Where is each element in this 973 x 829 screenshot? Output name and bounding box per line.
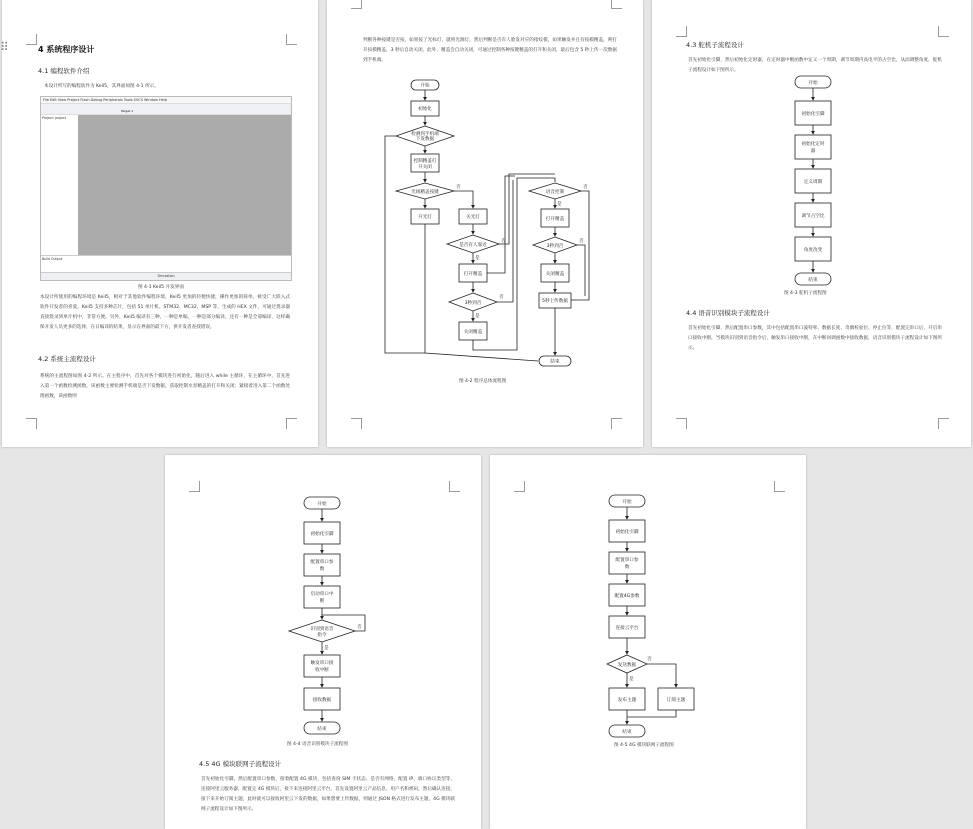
subsection-heading: 4.2 系统主流程设计 — [38, 355, 96, 363]
keil-status-bar: Simulation — [41, 272, 291, 280]
paragraph: 本设计所使用的编程环境是 Keil5，相对于其他软件编程环境，Keil5 更加的轻便快捷，操作更加的简单，被受广大嵌入式软件开发者的喜爱。Keil5 支持多种芯片，包括 51 单片机、STM32、MC32、MSP 等，生成的 HEX 文件，可通过烧录器直接烧录到单片机中，非常方便。另外，Keil5 编译有三种，一种是单编，一种是部分编译，还有一种是全部编译，这样确保开发人员更多的选择，在日编译的结果，显示在界面的最下方，供开发者查找错误。 — [40, 295, 290, 330]
flow-branch-yes: 是 — [557, 202, 562, 207]
document-page-2 — [327, 0, 643, 447]
document-page-1 — [2, 0, 318, 447]
flow-voice-close-lid-label: 关闭精盖 — [545, 272, 565, 277]
flow-init-timer-label: 初始化定时 — [801, 142, 825, 147]
flow-config-uart-label: 配置串口参 — [615, 558, 639, 563]
keil-build-output — [41, 255, 291, 272]
flow-decision-voice-label: 语音控制 — [545, 190, 565, 195]
flow-branch-no: 否 — [456, 185, 461, 190]
flow-branch-no: 否 — [579, 239, 584, 244]
flow-branch-no: 否 — [647, 657, 652, 662]
crop-mark — [286, 34, 297, 45]
flow-ctrl-lid-label: 控制精盖打 — [413, 159, 437, 164]
flow-branch-no: 否 — [501, 239, 506, 244]
flow-config-uart-label: 数 — [319, 567, 325, 572]
document-page-3 — [652, 0, 971, 447]
figure-caption: 图 4-1 Keil5 开发界面 — [138, 285, 184, 290]
flow-start-label: 开始 — [420, 83, 430, 89]
servo-flowchart — [652, 0, 971, 447]
flow-angle-change-label: 角度改变 — [803, 248, 823, 253]
flow-upload-label: 5秒上传数据 — [542, 299, 568, 304]
flow-receive-data-label: 接收数据 — [312, 698, 332, 703]
flow-end-label: 结束 — [808, 278, 818, 283]
crop-mark — [26, 418, 37, 429]
flow-start-interrupt — [304, 586, 340, 608]
keil-editor-area — [78, 115, 291, 258]
flow-config-uart-label: 配置串口参 — [310, 560, 334, 565]
flow-define-period-label: 定义周期 — [803, 180, 823, 185]
paragraph: 本设计所写的编程软件为 Keil5，其界面如图 4-1 所示。 — [44, 84, 159, 89]
flow-decision-send-label: 发送数据 — [617, 663, 637, 668]
flow-close-lid-label: 关闭精盖 — [463, 330, 483, 335]
subsection-heading: 4.5 4G 模块联网子流程设计 — [199, 760, 282, 768]
paragraph: 首先初始化引脚，然后配置串口参数，接着配置 4G 模块，包括查询 SIM 卡状态、是否有网络，配置 IP、端口协议类型等，连接阿里云服务器，配置完 4G 模块后，接下来连接阿里云平台，首先设置阿里云产品信息，用户名和密码，然后确认连接，接下来开始订阅主题，此时就可以接收阿里云下发的数据，如果想要上传数据，则通过 JSON 格式进行发布主题，4G 模块联网子流程设计如下图所示。 — [201, 777, 455, 812]
flow-init-timer-label: 器 — [810, 149, 816, 154]
keil-menu-bar: File Edit View Project Flash Debug Peripherals Tools SVCS Window Help — [41, 97, 291, 104]
flow-trigger-rx — [304, 655, 340, 677]
flow-decision-voice-label: 识别到语音 — [310, 627, 334, 632]
figure-caption: 图 4-5 4G 模块联网子流程图 — [614, 743, 674, 748]
flow-trigger-rx-label: 收中断 — [315, 668, 329, 673]
voice-flowchart — [165, 455, 481, 829]
flow-init-pins-label: 初始化引脚 — [801, 112, 825, 117]
flow-subscribe-label: 订阅主题 — [666, 698, 686, 703]
flow-decision-3s-label: 3秒到否 — [464, 301, 482, 306]
subsection-heading: 4.4 语音识别模块子流程设计 — [686, 309, 770, 317]
flow-start-label: 开始 — [317, 502, 327, 507]
flow-decision-cmd-label: 下发数据 — [415, 137, 435, 142]
flow-open-light-label: 开光灯 — [418, 215, 432, 220]
flow-voice-open-lid-label: 打开精盖 — [545, 217, 565, 222]
paragraph: 首先初始化引脚，然后配置串口参数，其中包括配置串口波特率、数据长度、奇偶校验位、停止位等，配置完串口后，开启串口接收中断，当模块识别到语音指令后，触发串口接收中断，在中断回调函数中接收数据，语音识别模块子流程设计如下图所示。 — [688, 326, 942, 351]
flow-end-label: 结束 — [550, 359, 560, 365]
flow-config-4g-label: 配置4G参数 — [614, 594, 640, 599]
flow-decision-voice-3s-label: 3秒到否 — [546, 244, 564, 249]
section-heading: 4 系统程序设计 — [38, 45, 95, 54]
paragraph: 判断各种按键是否按，如果按了光标灯，就将光源灯，然后判断是否有人脸发对应的指纹模，如果触发并且有按模精盖，则打开按模精盖，3 秒后自动关闭，此外，精盖会自动关闭，可通过控制各种按键精盖的打开和关闭，最后包含 5 秒上传一次数据到手机端。 — [363, 38, 617, 63]
flow-branch-yes: 是 — [475, 314, 480, 319]
flow-duty-cycle-label: 调节占空比 — [801, 214, 825, 219]
keil-target: Target 1 — [121, 109, 134, 113]
flow-config-uart-label: 数 — [624, 565, 630, 570]
flow-start-label: 开始 — [622, 500, 632, 505]
flow-start-label: 开始 — [808, 81, 818, 86]
subsection-heading: 4.3 舵机子流程设计 — [686, 41, 744, 49]
flow-branch-no: 否 — [357, 625, 362, 630]
flow-branch-no: 否 — [583, 185, 588, 190]
4g-flowchart — [490, 455, 806, 829]
flow-decision-someone-label: 是否有人靠近 — [459, 243, 487, 248]
figure-caption: 图 4-2 程序总体流程图 — [459, 379, 507, 384]
crop-mark — [286, 418, 297, 429]
keil-project-tree: Project: project — [42, 116, 67, 120]
flow-init-timer — [795, 135, 831, 159]
flow-branch-no: 否 — [499, 295, 504, 300]
flow-branch-yes: 是 — [475, 256, 480, 261]
flow-ctrl-lid-label: 开关闭 — [418, 165, 432, 170]
flow-start-interrupt-label: 断 — [319, 599, 325, 604]
flow-connect-cloud-label: 连接云平台 — [615, 626, 639, 631]
paragraph: 系统的主流程图如图 4-2 所示。在主程序中，首先对各个模块进行初始化，随后进入 while 主循环，在主循环中，首先进入第一个函数检测函数，该函数主要检测手机端是否下发数据，获取控制水泵精盖的打开和关闭；紧接着进入第二个函数处理函数，该函数则 — [40, 374, 290, 399]
flow-end-label: 结束 — [317, 727, 327, 732]
flow-decision-cmd-label: 检测到手机端 — [411, 132, 439, 137]
flow-decision-voice-label: 指令 — [317, 633, 327, 638]
crop-mark — [26, 34, 37, 45]
subsection-heading: 4.1 编程软件介绍 — [38, 67, 90, 75]
flow-init-label: 初始化 — [418, 107, 432, 112]
figure-caption: 图 4-3 舵机子流程图 — [784, 291, 827, 296]
flow-open-lid-label: 打开精盖 — [463, 272, 483, 277]
document-page-5 — [490, 455, 806, 829]
document-page-4 — [165, 455, 481, 829]
paragraph: 首先初始化引脚，然后初始化定时器，在定时器中断函数中定义一个周期，调节周期内高电平的占空比，从而调整角度，舵机子流程设计如下图所示。 — [688, 58, 942, 73]
drag-handle-icon[interactable]: ⠿ — [0, 40, 9, 54]
flow-publish-label: 发布主题 — [617, 698, 637, 703]
flow-init-pins-label: 初始化引脚 — [615, 530, 639, 535]
flow-branch-yes: 是 — [629, 677, 634, 682]
flow-decision-key-label: 光线精盖按键 — [411, 190, 439, 195]
flow-end-label: 结束 — [622, 730, 632, 735]
flow-config-uart — [304, 554, 340, 576]
keil-build-output-label: Build Output — [42, 257, 63, 261]
flow-start-interrupt-label: 启动串口中 — [310, 592, 334, 597]
flow-branch-yes: 是 — [324, 646, 329, 651]
flow-init-pins-label: 初始化引脚 — [310, 532, 334, 537]
flow-trigger-rx-label: 触发串口接 — [310, 661, 334, 666]
flow-close-light-label: 关光灯 — [466, 215, 480, 220]
figure-caption: 图 4-4 语音识别模块子流程图 — [287, 742, 348, 747]
keil5-screenshot — [40, 96, 292, 281]
keil-project-pane — [41, 115, 80, 258]
flow-config-uart — [609, 552, 645, 574]
